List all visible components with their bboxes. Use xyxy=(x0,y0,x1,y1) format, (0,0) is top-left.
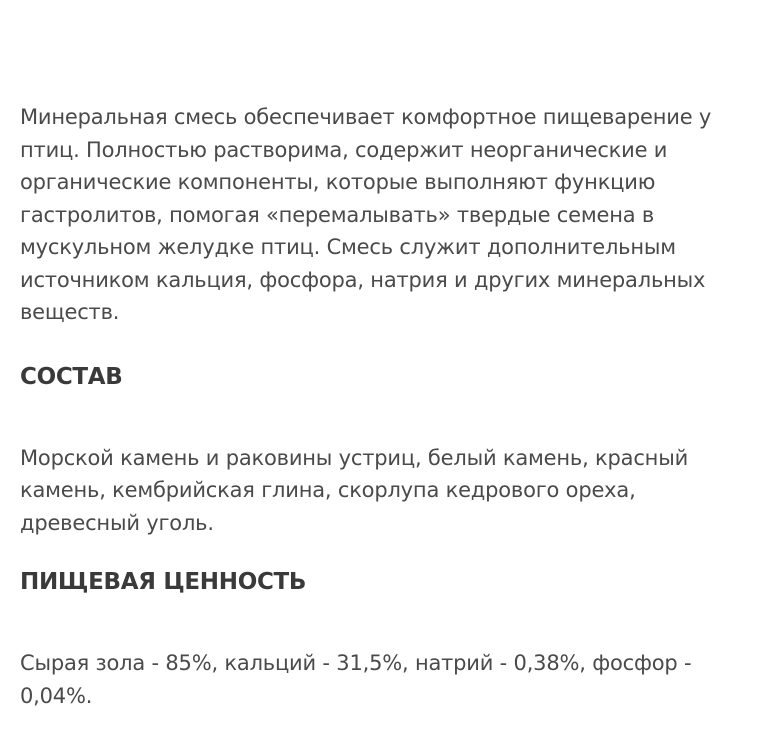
nutrition-heading: ПИЩЕВАЯ ЦЕННОСТЬ xyxy=(20,569,307,595)
product-info xyxy=(20,101,748,712)
composition-text: Морской камень и раковины устриц, белый камень, красный камень, кембрийская глина, скорлупа кедрового ореха, древесный уголь. xyxy=(20,445,689,535)
nutrition-text: Сырая зола - 85%, кальций - 31,5%, натрий - 0,38%, фосфор - 0,04%. xyxy=(20,651,692,708)
product-description: Минеральная смесь обеспечивает комфортное пищеварение у птиц. Полностью растворима, содержит неорганические и органические компоненты, которые выполняют функцию гастролитов, помогая «перемалывать» твердые семена в мускульном желудке птиц. Смесь служит дополнительным источником кальция, фосфора, натрия и других минеральных веществ. xyxy=(20,105,712,324)
composition-heading: СОСТАВ xyxy=(20,363,123,390)
